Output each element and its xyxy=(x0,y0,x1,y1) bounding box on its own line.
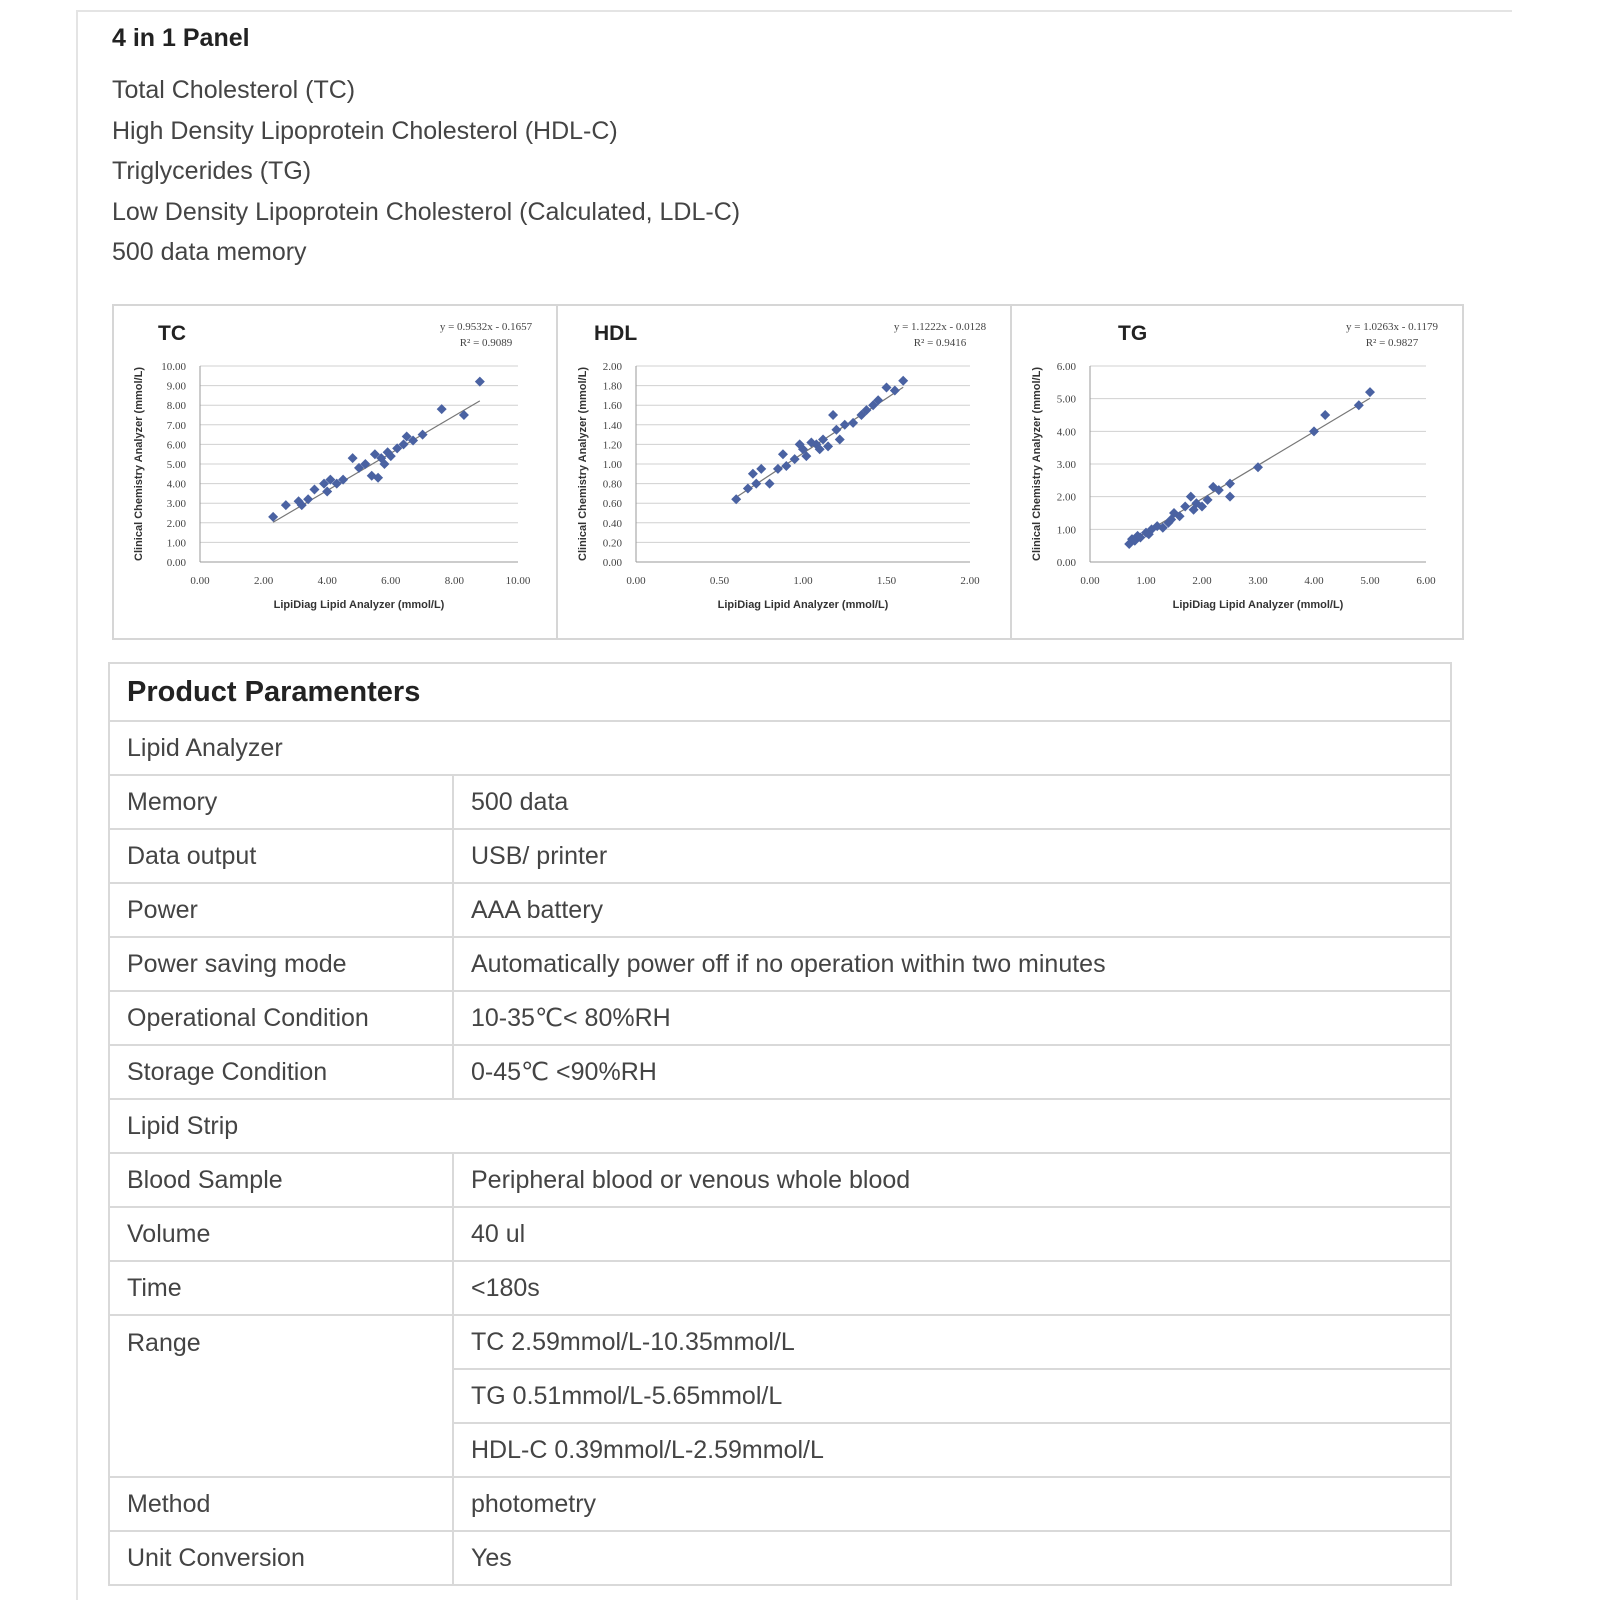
x-tick-label: 0.00 xyxy=(190,575,210,587)
y-tick-label: 3.00 xyxy=(1056,459,1076,471)
data-point xyxy=(790,454,800,464)
chart-title: TC xyxy=(158,322,186,345)
y-tick-label: 4.00 xyxy=(166,478,186,491)
y-tick-label: 0.00 xyxy=(1056,557,1076,569)
y-tick-label: 6.00 xyxy=(1056,361,1076,373)
x-tick-label: 3.00 xyxy=(1248,575,1268,587)
y-tick-label: 1.00 xyxy=(602,459,622,471)
x-tick-label: 1.00 xyxy=(1136,575,1156,587)
x-tick-label: 0.50 xyxy=(709,575,730,587)
x-tick-label: 4.00 xyxy=(317,575,337,587)
y-tick-label: 1.00 xyxy=(166,537,186,550)
y-tick-label: 1.40 xyxy=(602,419,622,432)
param-value: photometry xyxy=(453,1477,1451,1531)
table-row xyxy=(109,937,1451,991)
correlation-charts xyxy=(112,304,1464,640)
feature-list xyxy=(112,70,740,273)
x-tick-label: 2.00 xyxy=(1192,575,1212,587)
section-lipid-analyzer: Lipid Analyzer xyxy=(109,721,1451,775)
table-row xyxy=(109,1153,1451,1207)
x-axis-label: LipiDiag Lipid Analyzer (mmol/L) xyxy=(1172,599,1344,611)
param-value: Yes xyxy=(453,1531,1451,1585)
data-point xyxy=(1354,400,1364,410)
x-tick-label: 0.00 xyxy=(626,575,646,587)
chart-hdl-svg xyxy=(558,306,1010,638)
param-value: 40 ul xyxy=(453,1207,1451,1261)
data-point xyxy=(418,430,428,440)
table-title: Product Paramenters xyxy=(109,663,1451,721)
param-label: Power saving mode xyxy=(109,937,453,991)
y-tick-label: 8.00 xyxy=(166,400,186,413)
x-tick-label: 6.00 xyxy=(1416,575,1436,587)
table-row xyxy=(109,1207,1451,1261)
data-point xyxy=(828,410,838,420)
y-tick-label: 9.00 xyxy=(166,380,186,393)
data-point xyxy=(848,418,858,428)
param-value: HDL-C 0.39mmol/L-2.59mmol/L xyxy=(453,1423,1451,1477)
chart-title: HDL xyxy=(594,322,638,345)
x-tick-label: 2.00 xyxy=(253,575,274,587)
data-point xyxy=(281,500,291,510)
x-tick-label: 2.00 xyxy=(960,575,980,587)
x-tick-label: 4.00 xyxy=(1304,575,1324,587)
y-tick-label: 5.00 xyxy=(166,459,186,471)
data-point xyxy=(835,435,845,445)
data-point xyxy=(1180,501,1190,511)
param-label: Storage Condition xyxy=(109,1045,453,1099)
chart-tc xyxy=(114,306,556,638)
y-tick-label: 0.60 xyxy=(602,498,622,511)
table-row xyxy=(109,1531,1451,1585)
param-label: Volume xyxy=(109,1207,453,1261)
data-point xyxy=(765,479,775,489)
table-row xyxy=(109,1477,1451,1531)
y-tick-label: 2.00 xyxy=(166,517,186,530)
param-label: Power xyxy=(109,883,453,937)
chart-tg-svg xyxy=(1012,306,1462,638)
x-tick-label: 8.00 xyxy=(444,575,465,587)
data-point xyxy=(756,464,766,474)
x-axis-label: LipiDiag Lipid Analyzer (mmol/L) xyxy=(273,599,445,611)
feature-item: Low Density Lipoprotein Cholesterol (Calculated, LDL-C) xyxy=(112,197,741,226)
chart-title: TG xyxy=(1118,322,1148,345)
y-tick-label: 0.00 xyxy=(602,557,622,569)
y-tick-label: 2.00 xyxy=(1056,491,1076,504)
product-parameters-table xyxy=(108,662,1452,1586)
data-point xyxy=(778,449,788,459)
y-tick-label: 0.20 xyxy=(602,537,622,550)
param-value: 0-45℃ <90%RH xyxy=(453,1045,1451,1099)
feature-item: Total Cholesterol (TC) xyxy=(112,76,356,104)
param-label: Unit Conversion xyxy=(109,1531,453,1585)
param-label: Time xyxy=(109,1261,453,1315)
param-value: USB/ printer xyxy=(453,829,1451,883)
y-tick-label: 1.80 xyxy=(602,380,622,393)
y-tick-label: 5.00 xyxy=(1056,393,1076,406)
data-point xyxy=(1320,410,1330,420)
y-tick-label: 0.80 xyxy=(602,478,622,491)
y-axis-label: Clinical Chemistry Analyzer (mmol/L) xyxy=(577,367,589,561)
table-row xyxy=(109,883,1451,937)
regression-equation: y = 1.0263x - 0.1179 xyxy=(1346,321,1438,333)
x-axis-label: LipiDiag Lipid Analyzer (mmol/L) xyxy=(717,599,889,611)
x-tick-label: 5.00 xyxy=(1360,575,1380,587)
param-label: Range xyxy=(109,1315,453,1477)
x-tick-label: 1.00 xyxy=(793,575,813,587)
param-value: 500 data xyxy=(453,775,1451,829)
param-value: <180s xyxy=(453,1261,1451,1315)
x-tick-label: 1.50 xyxy=(876,575,897,587)
param-value: TC 2.59mmol/L-10.35mmol/L xyxy=(453,1315,1451,1369)
param-value: TG 0.51mmol/L-5.65mmol/L xyxy=(453,1369,1451,1423)
data-point xyxy=(1309,426,1319,436)
feature-item: High Density Lipoprotein Cholesterol (HDL-C) xyxy=(112,116,618,145)
r-squared: R² = 0.9416 xyxy=(913,337,967,349)
data-point xyxy=(898,376,908,386)
data-point xyxy=(459,410,469,420)
param-value: Automatically power off if no operation within two minutes xyxy=(453,937,1451,991)
table-row xyxy=(109,775,1451,829)
data-point xyxy=(748,469,758,479)
y-tick-label: 3.00 xyxy=(166,498,186,511)
feature-item: 500 data memory xyxy=(112,238,307,266)
param-value: Peripheral blood or venous whole blood xyxy=(453,1153,1451,1207)
x-tick-label: 0.00 xyxy=(1080,575,1100,587)
table-row xyxy=(109,1045,1451,1099)
param-label: Data output xyxy=(109,829,453,883)
y-tick-label: 1.20 xyxy=(602,439,622,452)
table-row xyxy=(109,991,1451,1045)
panel-heading: 4 in 1 Panel xyxy=(112,24,250,52)
feature-item: Triglycerides (TG) xyxy=(112,157,312,185)
regression-equation: y = 0.9532x - 0.1657 xyxy=(439,321,533,333)
section-row xyxy=(109,721,1451,775)
table-row xyxy=(109,1315,1451,1369)
y-tick-label: 2.00 xyxy=(602,361,622,373)
data-point xyxy=(1186,492,1196,502)
section-lipid-strip: Lipid Strip xyxy=(109,1099,1451,1153)
y-tick-label: 1.00 xyxy=(1056,524,1076,537)
y-tick-label: 0.40 xyxy=(602,517,622,530)
y-tick-label: 7.00 xyxy=(166,419,186,432)
y-tick-label: 10.00 xyxy=(161,361,186,373)
param-value: AAA battery xyxy=(453,883,1451,937)
trendline xyxy=(1129,398,1370,542)
x-tick-label: 10.00 xyxy=(505,575,531,587)
data-point xyxy=(882,383,892,393)
data-point xyxy=(751,479,761,489)
y-tick-label: 4.00 xyxy=(1056,426,1076,439)
y-tick-label: 1.60 xyxy=(602,400,622,413)
data-point xyxy=(348,453,358,463)
x-tick-label: 6.00 xyxy=(381,575,401,587)
y-axis-label: Clinical Chemistry Analyzer (mmol/L) xyxy=(133,367,145,561)
chart-hdl xyxy=(556,306,1010,638)
r-squared: R² = 0.9827 xyxy=(1365,337,1419,349)
param-label: Operational Condition xyxy=(109,991,453,1045)
section-row xyxy=(109,1099,1451,1153)
data-point xyxy=(890,386,900,396)
table-row xyxy=(109,829,1451,883)
data-point xyxy=(309,484,319,494)
y-axis-label: Clinical Chemistry Analyzer (mmol/L) xyxy=(1031,367,1043,561)
data-point xyxy=(1225,492,1235,502)
table-row xyxy=(109,1261,1451,1315)
param-label: Method xyxy=(109,1477,453,1531)
r-squared: R² = 0.9089 xyxy=(459,337,513,349)
param-label: Blood Sample xyxy=(109,1153,453,1207)
chart-tc-svg xyxy=(114,306,556,638)
param-value: 10-35℃< 80%RH xyxy=(453,991,1451,1045)
y-tick-label: 0.00 xyxy=(166,557,186,569)
data-point xyxy=(1365,387,1375,397)
regression-equation: y = 1.1222x - 0.0128 xyxy=(893,321,987,333)
y-tick-label: 6.00 xyxy=(166,439,186,452)
chart-tg xyxy=(1010,306,1462,638)
param-label: Memory xyxy=(109,775,453,829)
table-title-row xyxy=(109,663,1451,721)
